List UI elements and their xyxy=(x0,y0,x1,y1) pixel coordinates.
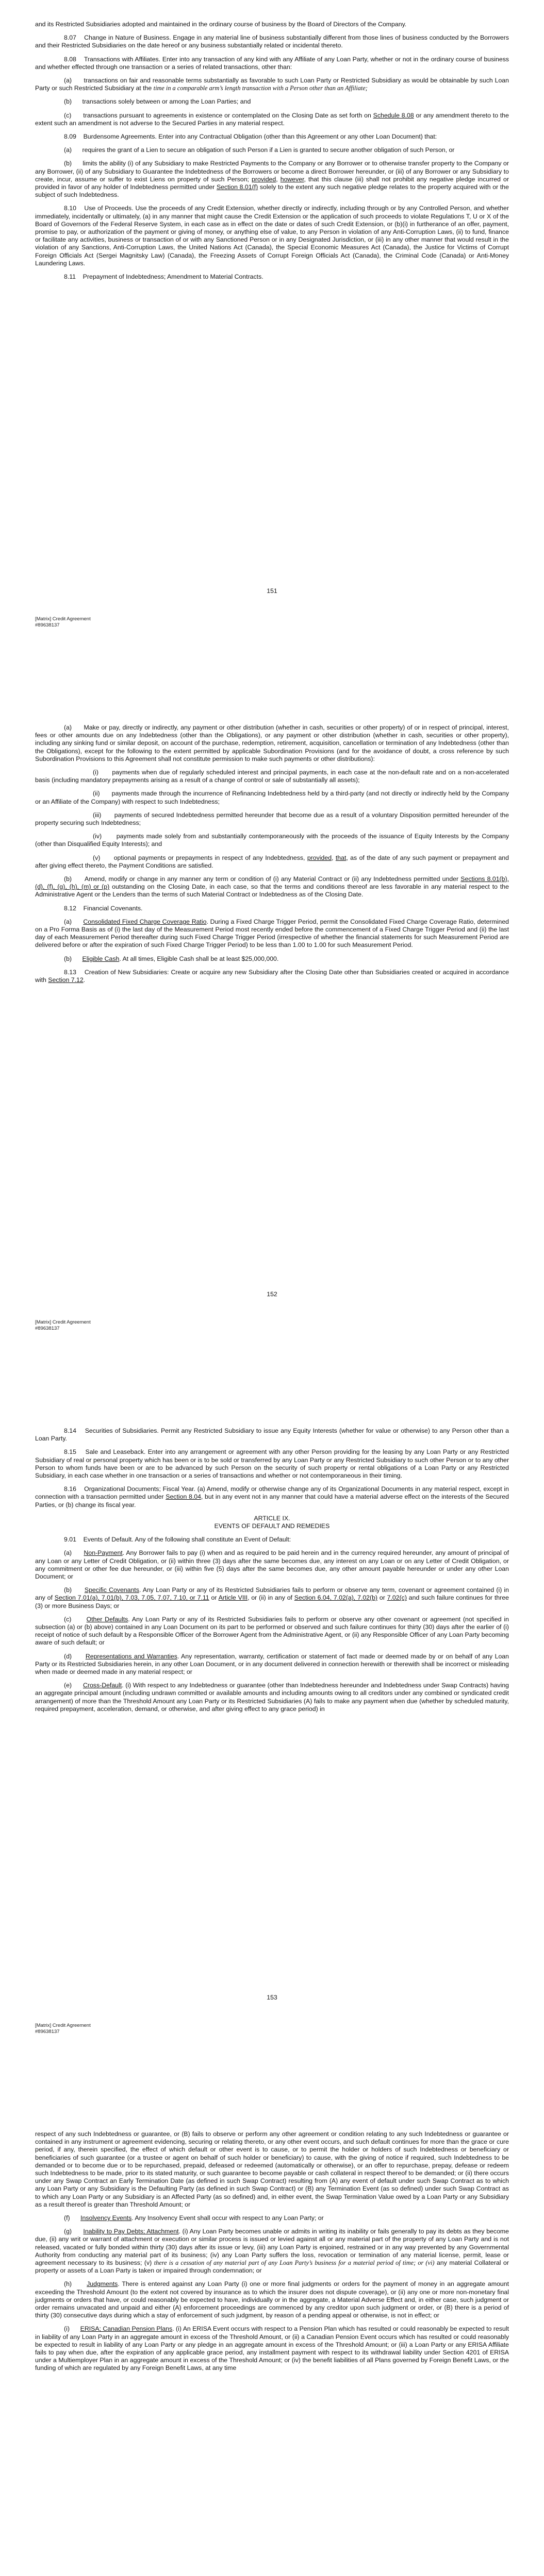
cross-reference: Specific Covenants xyxy=(84,1586,139,1594)
text-run: . Any representation, warranty, certification or statement of fact made or deemed made by or on behalf of any Loan Party or its Restricted Subsidiaries herein, in any other Loan Document, or in any document delivered in connection herewith or therewith shall be incorrect or misleading when made or deemed made in any material respect; or xyxy=(35,1652,509,1676)
document-page xyxy=(0,0,544,703)
cross-reference: provided xyxy=(307,854,332,861)
text-run: respect of any such Indebtedness or guarantee, or (B) fails to observe or perform any other agreement or condition relating to any such Indebtedness or guarantee or contained in any instrument or agreement evidencing, securing or relating thereto, or any other event occurs, and such default continues for more than the grace or cure period, if any, therein specified, the effect of which default or other event is to cause, or to permit the holder or holders of such Indebtedness or beneficiary or beneficiaries of such guarantee (or a trustee or agent on behalf of such holder or beneficiary) to cause, with the giving of notice if required, such Indebtedness to be demanded or to become due or to be repurchased, prepaid, defeased or redeemed (automatically or otherwise), or an offer to repurchase, prepay, defease or redeem such Indebtedness to be made, prior to its stated maturity, or such guarantee to become payable or cash collateral in respect thereof to be demanded; or (ii) there occurs under any Swap Contract an Early Termination Date (as defined in such Swap Contract) resulting from (A) any event of default under such Swap Contract as to which any Loan Party or any Subsidiary is the Defaulting Party (as defined in such Swap Contract) or (B) any Termination Event (as so defined) under such Swap Contract as to which any Loan Party or any Subsidiary is an Affected Party (as so defined) and, in either event, the Swap Termination Value owed by a Loan Party or any Subsidiary as a result thereof is greater than Threshold Amount; or xyxy=(35,2130,509,2208)
cross-reference: Inability to Pay Debts; Attachment xyxy=(83,2228,179,2235)
cross-reference: Other Defaults xyxy=(86,1615,128,1623)
cross-reference: Section 8.01(f) xyxy=(216,183,258,191)
cross-reference: Section 8.04 xyxy=(166,1493,201,1501)
text-run: (b) limits the ability (i) of any Subsidiary to make Restricted Payments to the Company or any Borrower or to otherwise transfer property to the Company or any Borrower, (ii) of any Subsidiary to Guarantee the Indebtedness of the Borrowers or become a direct Borrower hereunder, or (iii) of any Borrower or any Subsidiary to create, incur, assume or suffer to exist Liens on property of such Person; xyxy=(35,160,509,183)
cross-reference: Non-Payment xyxy=(84,1549,123,1557)
text-run: 8.12 Financial Covenants. xyxy=(64,904,143,912)
text-run: EVENTS OF DEFAULT AND REMEDIES xyxy=(214,1522,330,1530)
text-run: . Any Insolvency Event shall occur with respect to any Loan Party; or xyxy=(131,2214,324,2222)
text-run: . Any Loan Party or any of its Restricted Subsidiaries fails to perform or observe any other covenant or agreement (not specified in subsection (a) or (b) above) contained in any Loan Document on its part to be performed or observed and such failure continues for thirty (30) days after the earlier of (i) receipt of notice of such default by a Responsible Officer of the Borrower Agent from the Administrative Agent, or (ii) any Responsible Officer of any Loan Party becoming aware of such default; or xyxy=(35,1615,509,1647)
article-heading xyxy=(35,1515,509,1522)
page-footer xyxy=(35,2023,91,2035)
paragraph xyxy=(35,21,509,28)
paragraph xyxy=(35,918,509,950)
text-run: (ii) payments made through the incurrence of Refinancing Indebtedness held by a third-party (and not directly or indirectly held by the Company or an Affiliate of the Company) with respect to such Indebtedness; xyxy=(35,790,509,805)
text-run: (iv) payments made solely from and substantially contemporaneously with the proceeds of the issuance of Equity Interests by the Company (other than Disqualified Equity Interests); and xyxy=(35,833,509,848)
cross-reference: Article VIII xyxy=(218,1594,248,1602)
paragraph xyxy=(35,1616,509,1647)
text-run: time in a comparable arm’s length transaction with a Person other than an Affiliate; xyxy=(153,84,368,92)
paragraph xyxy=(35,2280,509,2319)
paragraph xyxy=(35,2214,509,2222)
cross-reference: Cross-Default xyxy=(83,1682,122,1689)
paragraph xyxy=(35,905,509,912)
text-run: (v) optional payments or prepayments in respect of any Indebtedness, xyxy=(93,854,307,861)
paragraph xyxy=(35,833,509,848)
page-body xyxy=(35,1427,509,1719)
cross-reference: Schedule 8.08 xyxy=(373,111,414,119)
paragraph xyxy=(35,2228,509,2275)
text-run: 8.09 Burdensome Agreements. Enter into any Contractual Obligation (other than this Agreement or any other Loan Document) that: xyxy=(64,133,437,141)
text-run: and its Restricted Subsidiaries adopted and maintained in the ordinary course of business by the Board of Directors of the Company. xyxy=(35,21,407,28)
text-run: 9.01 Events of Default. Any of the following shall constitute an Event of Default: xyxy=(64,1536,291,1544)
paragraph xyxy=(35,160,509,199)
text-run: (b) transactions solely between or among the Loan Parties; and xyxy=(64,98,251,106)
text-run: (c) transactions pursuant to agreements in existence or contemplated on the Closing Date as set forth on xyxy=(64,111,373,119)
paragraph xyxy=(35,133,509,141)
footer-doc-id: #89638137 xyxy=(35,1325,60,1331)
text-run: there is a cessation of any material part of any Loan Party’s business for a material period of time; or (vi) xyxy=(154,2259,435,2267)
paragraph xyxy=(35,769,509,784)
text-run: . There is entered against any Loan Party (i) one or more final judgments or orders for the payment of money in an aggregate amount exceeding the Threshold Amount (to the extent not covered by insurance as to which the insurer does not dispute coverage), or (ii) any one or more non-monetary final judgments or orders that have, or could reasonably be expected to have, individually or in the aggregate, a Material Adverse Effect and, in either case, such judgment or order remains unvacated and unpaid and either (A) enforcement proceedings are commenced by any creditor upon such judgment or order, or (B) there is a period of thirty (30) consecutive days during which a stay of enforcement of such judgment, by reason of a pending appeal or otherwise, is not in effect; or xyxy=(35,2280,509,2319)
paragraph xyxy=(35,56,509,71)
text-run: . xyxy=(83,976,86,984)
text-run: or xyxy=(377,1594,387,1602)
text-run: (iii) payments of secured Indebtedness permitted hereunder that become due as a result of a voluntary Disposition permitted hereunder of the property securing such Indebtedness; xyxy=(35,811,509,827)
page-number: 153 xyxy=(267,1994,277,2001)
text-run: . At all times, Eligible Cash shall be at least $25,000,000. xyxy=(119,955,279,962)
paragraph xyxy=(35,1549,509,1581)
text-run: . Any Loan Party or any of its Restricted Subsidiaries fails to perform or observe any term, covenant or agreement contained (i) in any of xyxy=(35,1586,509,1602)
paragraph xyxy=(35,112,509,127)
page-body xyxy=(35,21,509,286)
text-run: (e) xyxy=(64,1682,83,1689)
page-footer xyxy=(35,1319,91,1331)
paragraph xyxy=(35,969,509,984)
cross-reference: Section 7.01(a), 7.01(b), 7.03, 7.05, 7.07, 7.10, or 7.11 xyxy=(54,1594,209,1602)
text-run: (i) payments when due of regularly scheduled interest and principal payments, in each case at the non-default rate and on a non-accelerated basis (including mandatory prepayments arising as a result of a change of control or sale of substantially all assets); xyxy=(35,769,509,784)
text-run: (b) xyxy=(64,1586,85,1594)
text-run: (h) xyxy=(64,2280,87,2288)
paragraph xyxy=(35,2325,509,2372)
text-run: outstanding on the Closing Date, in each case, so that the terms and conditions thereof are less favorable in any material respect to the Administrative Agent or the Lenders than the terms of such Material Contract or Indebtedness as of the Closing Date. xyxy=(35,883,509,899)
text-run: . Any Borrower fails to pay (i) when and as required to be paid herein and in the currency required hereunder, any amount of principal of any Loan or any Letter of Credit Obligation, or (ii) within three (3) days after the same becomes due, any interest on any Loan or on any Letter of Credit Obligation, or any commitment or other fee due hereunder, or (iii) within five (5) days after the same becomes due, any other amount payable hereunder or under any other Loan Document; or xyxy=(35,1549,509,1581)
text-run: 8.10 Use of Proceeds. Use the proceeds of any Credit Extension, whether directly or indirectly, including through or by any Controlled Person, and whether immediately, incidentally or ultimately, (a) in any manner that might cause the Credit Extension or the application of such proceeds to violate Regulations T, U or X of the Board of Governors of the Federal Reserve System, in each case as in effect on the date or dates of such Credit Extension, or (b)(i) in furtherance of an offer, payment, promise to pay, or authorization of the payment or giving of money, or anything else of value, to any Person in violation of any Anti-Corruption Laws, (ii) to fund, finance or facilitate any activities, business or transaction of or with any Sanctioned Person or in any Designated Jurisdiction, or (iii) in any other manner that would result in the violation of any Sanctions, Anti-Corruption Laws, the United Nations Act (Canada), the Special Economic Measures Act (Canada), the Justice for Victims of Corrupt Foreign Officials Act (Sergei Magnitsky Law) (Canada), the Freezing Assets of Corrupt Foreign Officials Act (Canada), the Criminal Code (Canada) or Anti-Money Laundering Laws. xyxy=(35,205,509,267)
paragraph xyxy=(35,955,509,963)
cross-reference: Section 7.12 xyxy=(48,976,84,984)
paragraph xyxy=(35,205,509,267)
paragraph xyxy=(35,34,509,49)
text-run: (c) xyxy=(64,1615,87,1623)
text-run: . (i) An ERISA Event occurs with respect to a Pension Plan which has resulted or could reasonably be expected to result in liability of any Loan Party in an aggregate amount in excess of the Threshold Amount, or (ii) a Canadian Pension Event occurs which has resulted or could reasonably be expected to result in liability of any Loan Party or any pledge in an aggregate amount in excess of the Threshold Amount; or (iii) a Loan Party or any ERISA Affiliate fails to pay when due, after the expiration of any applicable grace period, any installment payment with respect to its withdrawal liability under Section 4201 of ERISA under a Multiemployer Plan in an aggregate amount in excess of the Threshold Amount; or (iv) the benefit liabilities of all Plans governed by Foreign Benefit Laws, or the funding of which are regulated by any Foreign Benefit Laws, at any time xyxy=(35,2325,509,2372)
cross-reference: provided xyxy=(252,175,276,183)
text-run: , that this clause (iii) shall not prohibit any negative pledge incurred or provided in favor of any holder of Indebtedness permitted under xyxy=(35,175,509,191)
footer-doc-id: #89638137 xyxy=(35,622,60,628)
text-run: (f) xyxy=(64,2214,81,2222)
document-page xyxy=(0,2110,544,2576)
paragraph xyxy=(35,1682,509,1713)
paragraph xyxy=(35,854,509,870)
text-run: 8.16 Organizational Documents; Fiscal Year. (a) Amend, modify or otherwise change any of its Organizational Documents in any material respect, except in connection with a transaction permitted under xyxy=(35,1485,509,1501)
text-run: (b) Amend, modify or change in any manner any term or condition of (i) any Material Contract or (ii) any Indebtedness permitted under xyxy=(64,875,461,883)
page-number: 151 xyxy=(267,587,277,595)
text-run: . (i) Any Loan Party becomes unable or admits in writing its inability or fails generally to pay its debts as they become due, (ii) any writ or warrant of attachment or execution or similar process is issued or levied against all or any material part of the property of any Loan Party and is not released, vacated or fully bonded within thirty (30) days after its issue or levy, (iii) any Loan Party is enjoined, restrained or in any way prevented by any Governmental Authority from conducting any material part of its business; (iv) any Loan Party suffers the loss, revocation or termination of any material license, permit, lease or agreement necessary to its business; (v) xyxy=(35,2228,509,2267)
text-run: 8.11 Prepayment of Indebtedness; Amendment to Material Contracts. xyxy=(64,273,263,281)
text-run: , as of the date of any such payment or prepayment and after giving effect thereto, the Payment Conditions are satisfied. xyxy=(35,854,509,869)
text-run: 8.13 Creation of New Subsidiaries: Create or acquire any new Subsidiary after the Closing Date other than Subsidiaries created or acquired in accordance with xyxy=(35,968,509,984)
text-run: (a) requires the grant of a Lien to secure an obligation of such Person if a Lien is granted to secure another obligation of such Person, or xyxy=(64,146,455,154)
cross-reference: Consolidated Fixed Charge Coverage Ratio xyxy=(83,918,207,925)
paragraph xyxy=(35,1448,509,1480)
text-run: any material Collateral or property or assets of a Loan Party is taken or impaired through condemnation; or xyxy=(35,2259,509,2275)
text-run: (g) xyxy=(64,2228,84,2235)
footer-title: [Matrix] Credit Agreement xyxy=(35,2023,91,2028)
paragraph xyxy=(35,146,509,154)
text-run: , xyxy=(276,175,281,183)
cross-reference: Representations and Warranties xyxy=(85,1652,177,1660)
footer-title: [Matrix] Credit Agreement xyxy=(35,616,91,622)
paragraph xyxy=(35,1586,509,1610)
paragraph xyxy=(35,1536,509,1544)
document-page xyxy=(0,703,544,1406)
paragraph xyxy=(35,273,509,281)
cross-reference: however xyxy=(280,175,304,183)
paragraph xyxy=(35,1653,509,1676)
paragraph xyxy=(35,1427,509,1443)
paragraph xyxy=(35,875,509,899)
cross-reference: ERISA; Canadian Pension Plans xyxy=(80,2325,173,2333)
paragraph xyxy=(35,2130,509,2209)
text-run: , or (ii) in any of xyxy=(248,1594,294,1602)
text-run: (b) xyxy=(64,955,83,962)
paragraph xyxy=(35,98,509,106)
text-run: (a) xyxy=(64,918,84,925)
paragraph xyxy=(35,724,509,763)
cross-reference: 7.02(c) xyxy=(387,1594,407,1602)
cross-reference: Section 6.04, 7.02(a), 7.02(b) xyxy=(294,1594,378,1602)
document-page xyxy=(0,1406,544,2110)
paragraph xyxy=(35,77,509,92)
text-run: ARTICLE IX. xyxy=(254,1514,290,1522)
paragraph xyxy=(35,790,509,805)
text-run: 8.14 Securities of Subsidiaries. Permit any Restricted Subsidiary to issue any Equity Interests (whether for value or otherwise) to any Person other than a Loan Party. xyxy=(35,1427,509,1443)
text-run: 8.15 Sale and Leaseback. Enter into any arrangement or agreement with any other Person providing for the leasing by any Loan Party or any Restricted Subsidiary of real or personal property which has been or is to be sold or transferred by any Loan Party or any Restricted Subsidiary to such other Person or to any other Person to whom funds have been or are to be advanced by such Person on the security of such property or rental obligations of a Loan Party or any Restricted Subsidiary, in each case whether in one transaction or a series of transactions and whether or not contemporaneous in their timing. xyxy=(35,1448,509,1480)
text-run: . During a Fixed Charge Trigger Period, permit the Consolidated Fixed Charge Coverage Ratio, determined on a Pro Forma Basis as of (i) the last day of the Measurement Period most recently ended before the commencement of a Fixed Charge Trigger Period and (ii) the last day of each Measurement Period thereafter during such Fixed Charge Trigger Period (irrespective of whether the financial statements for such Measurement Period are delivered before or after the expiration of such Fixed Charge Trigger Period) to be less than 1.00 to 1.00 for such Measurement Period. xyxy=(35,918,509,949)
cross-reference: Judgments xyxy=(87,2280,118,2288)
footer-title: [Matrix] Credit Agreement xyxy=(35,1319,91,1325)
cross-reference: Insolvency Events xyxy=(80,2214,132,2222)
paragraph xyxy=(35,1485,509,1509)
text-run: (a) Make or pay, directly or indirectly, any payment or other distribution (whether in cash, securities or other property) of or in respect of principal, interest, fees or other amounts due on any Indebtedness (other than the Obligations), or any payment or other distribution (whether in cash, securities or other property), including any sinking fund or similar deposit, on account of the purchase, redemption, retirement, acquisition, cancellation or termination of any Indebtedness (other than the Obligations), except for the following to the extent permitted by applicable Subordination Provisions (and for the avoidance of doubt, a cross reference by such Subordination Provisions to this Agreement shall not constitute permission to make such payments or other distributions): xyxy=(35,724,509,762)
paragraph xyxy=(35,811,509,827)
page-body xyxy=(35,2130,509,2378)
text-run: (a) xyxy=(64,1549,84,1557)
text-run: or any amendment thereto to the extent such an amendment is not adverse to the Secured Parties in any material respect. xyxy=(35,111,509,127)
text-run: , but in any event not in any manner that could have a material adverse effect on the interests of the Secured Parties, or (b) change its fiscal year. xyxy=(35,1493,509,1509)
page-number: 152 xyxy=(267,1291,277,1298)
footer-doc-id: #89638137 xyxy=(35,2028,60,2035)
text-run: (a) transactions on fair and reasonable terms substantially as favorable to such Loan Party or Restricted Subsidiary as would be obtainable by such Loan Party or such Restricted Subsidiary at the xyxy=(35,77,509,92)
article-heading xyxy=(35,1522,509,1530)
text-run: . (i) With respect to any Indebtedness or guarantee (other than Indebtedness hereunder and Indebtedness under Swap Contracts) having an aggregate principal amount (including undrawn committed or available amounts and including amounts owing to all creditors under any combined or syndicated credit arrangement) of more than the Threshold Amount any Loan Party or its Restricted Subsidiaries (A) fails to make any payment when due (whether by scheduled maturity, required prepayment, acceleration, demand, or otherwise, and after giving effect to any grace period) in xyxy=(35,1682,509,1713)
text-run: 8.08 Transactions with Affiliates. Enter into any transaction of any kind with any Affiliate of any Loan Party, whether or not in the ordinary course of business and whether effected through one transaction or a series of related transactions, other than: xyxy=(35,55,509,71)
cross-reference: Eligible Cash xyxy=(82,955,120,962)
text-run: 8.07 Change in Nature of Business. Engage in any material line of business substantially different from those lines of business conducted by the Borrowers and their Restricted Subsidiaries on the date hereof or any business substantially related or incidental thereto. xyxy=(35,34,509,49)
text-run: (i) xyxy=(64,2325,80,2333)
cross-reference: that xyxy=(335,854,347,861)
page-body xyxy=(35,724,509,990)
cross-reference: Sections 8.01(b), (d), (f), (g), (h), (m) or (p) xyxy=(35,875,509,891)
page-footer xyxy=(35,616,91,628)
text-run: or xyxy=(209,1594,219,1602)
text-run: , xyxy=(332,854,336,861)
text-run: and such failure continues for three (3) or more Business Days; or xyxy=(35,1594,509,1609)
text-run: solely to the extent any such negative pledge relates to the property acquired with or the subject of such Indebtedness. xyxy=(35,183,509,199)
text-run: (d) xyxy=(64,1652,86,1660)
